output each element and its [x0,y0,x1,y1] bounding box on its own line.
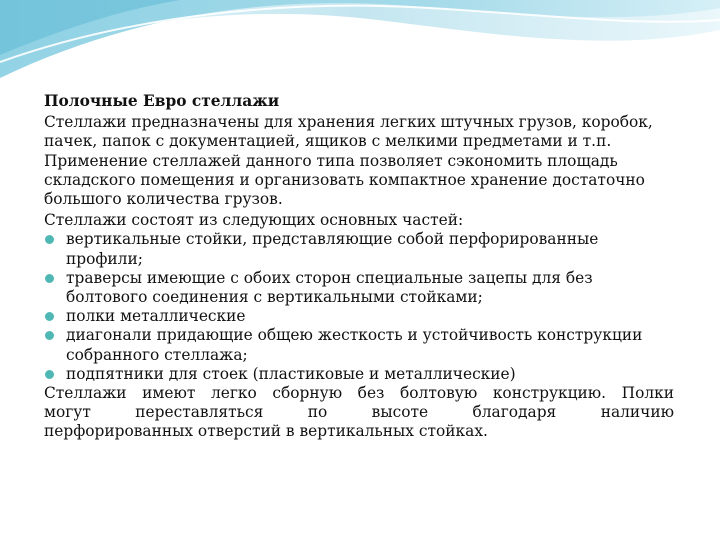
parts-intro: Стеллажи состоят из следующих основных частей: [44,211,464,230]
list-item [44,307,674,326]
parts-list [44,230,674,384]
list-item [44,269,674,307]
list-item-text: вертикальные стойки, представляющие собой перфорированные профили; [66,230,599,268]
conclusion-line-2: могут переставляться по высоте благодаря наличию [44,403,674,422]
list-item [44,230,674,268]
bullet-icon [45,274,54,283]
list-item-text: подпятники для стоек (пластиковые и металлические) [66,364,516,383]
conclusion-line-1: Стеллажи имеют легко сборную без болтовую конструкцию. Полки [44,384,674,403]
slide-content [44,92,674,442]
list-item [44,365,674,384]
list-item-text: полки металлические [66,307,246,326]
bullet-icon [45,235,54,244]
list-item [44,326,674,364]
slide-title: Полочные Евро стеллажи [44,92,280,110]
bullet-icon [45,312,54,321]
conclusion-line-3: перфорированных отверстий в вертикальных стойках. [44,422,488,441]
list-item-text: диагонали придающие общею жесткость и устойчивость конструкции собранного стеллажа; [66,326,643,364]
bullet-icon [45,331,54,340]
bullet-icon [45,370,54,379]
intro-paragraph: Стеллажи предназначены для хранения легких штучных грузов, коробок, пачек, папок с документацией, ящиков с мелкими предметами и т.п. Применение стеллажей данного типа позволяет сэкономить площадь складского помещения и организовать компактное хранение достаточно большого количества грузов. [44,113,653,209]
list-item-text: траверсы имеющие с обоих сторон специальные зацепы для без болтового соединения с вертикальными стойками; [66,268,593,307]
